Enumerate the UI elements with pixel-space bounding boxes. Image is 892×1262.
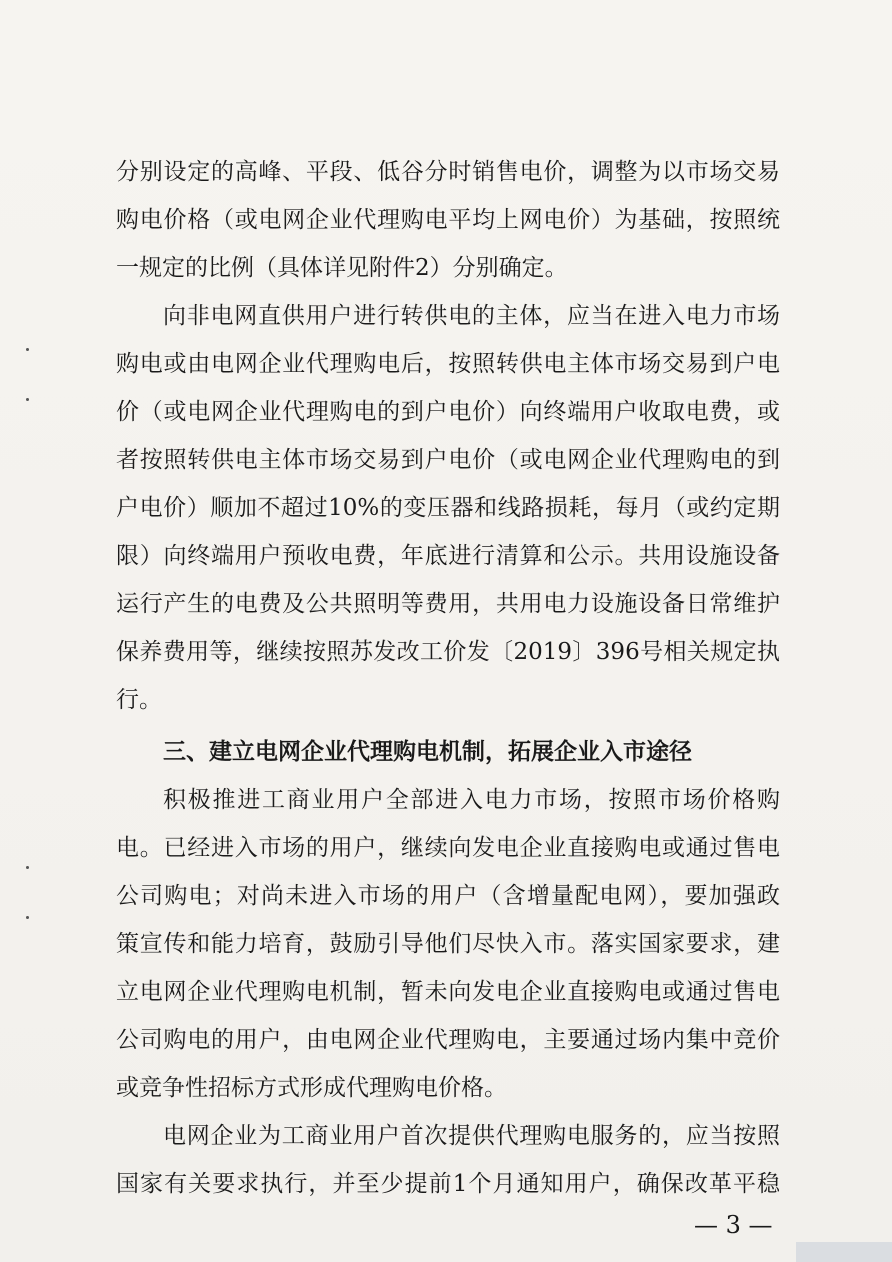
text-line: 购电价格（或电网企业代理购电平均上网电价）为基础，按照统 [116,207,780,233]
text-line: 策宣传和能力培育，鼓励引导他们尽快入市。落实国家要求，建 [116,931,780,957]
section-heading: 三、建立电网企业代理购电机制，拓展企业入市途径 [163,738,692,765]
text-line: 公司购电；对尚未进入市场的用户（含增量配电网），要加强政 [116,883,780,909]
text-line: 电。已经进入市场的用户，继续向发电企业直接购电或通过售电 [116,835,780,861]
text-line: 向非电网直供用户进行转供电的主体，应当在进入电力市场 [163,303,780,329]
text-line: 积极推进工商业用户全部进入电力市场，按照市场价格购 [163,787,780,813]
text-line: 保养费用等，继续按照苏发改工价发〔2019〕396号相关规定执 [116,639,780,665]
watermark-corner [796,1242,892,1262]
scan-dot [26,866,29,869]
page-number: — 3 — [694,1211,773,1239]
scan-dot [26,916,29,919]
text-line: 电网企业为工商业用户首次提供代理购电服务的，应当按照 [163,1123,780,1149]
scan-dot [26,398,29,401]
text-line: 运行产生的电费及公共照明等费用，共用电力设施设备日常维护 [116,591,780,617]
text-line: 价（或电网企业代理购电的到户电价）向终端用户收取电费，或 [116,399,780,425]
scan-dot [26,348,29,351]
text-line: 者按照转供电主体市场交易到户电价（或电网企业代理购电的到 [116,447,780,473]
text-line: 限）向终端用户预收电费，年底进行清算和公示。共用设施设备 [116,543,780,569]
text-line: 分别设定的高峰、平段、低谷分时销售电价，调整为以市场交易 [116,159,780,185]
text-line: 行。 [116,687,162,713]
text-line: 或竞争性招标方式形成代理购电价格。 [116,1075,507,1101]
text-line: 公司购电的用户，由电网企业代理购电，主要通过场内集中竞价 [116,1027,780,1053]
text-line: 购电或由电网企业代理购电后，按照转供电主体市场交易到户电 [116,351,780,377]
text-line: 户电价）顺加不超过10%的变压器和线路损耗，每月（或约定期 [116,495,780,521]
text-line: 一规定的比例（具体详见附件2）分别确定。 [116,255,568,281]
text-line: 立电网企业代理购电机制，暂未向发电企业直接购电或通过售电 [116,979,780,1005]
text-line: 国家有关要求执行，并至少提前1个月通知用户，确保改革平稳 [116,1171,780,1197]
